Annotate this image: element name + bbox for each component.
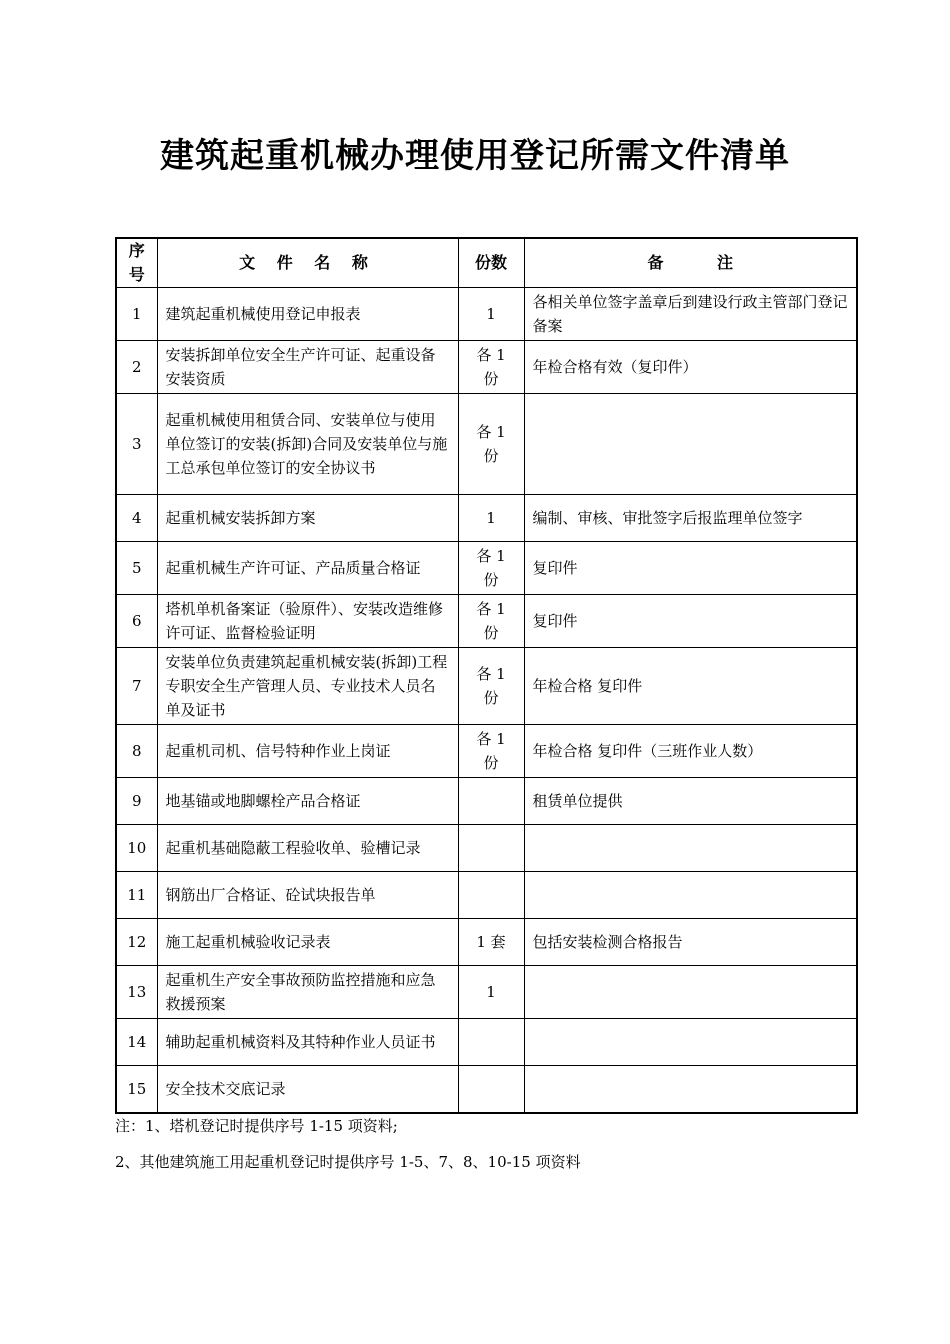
cell-quantity <box>458 825 524 872</box>
cell-serial-number: 13 <box>116 966 157 1019</box>
cell-serial-number: 12 <box>116 919 157 966</box>
cell-document-name: 起重机生产安全事故预防监控措施和应急救援预案 <box>157 966 458 1019</box>
cell-document-name: 辅助起重机械资料及其特种作业人员证书 <box>157 1019 458 1066</box>
cell-document-name: 安装单位负责建筑起重机械安装(拆卸)工程专职安全生产管理人员、专业技术人员名单及证书 <box>157 648 458 725</box>
cell-quantity: 各 1 份 <box>458 542 524 595</box>
table-row <box>116 1066 857 1114</box>
header-serial-number: 序号 <box>116 238 157 288</box>
cell-serial-number: 5 <box>116 542 157 595</box>
cell-remark <box>524 825 857 872</box>
document-list-table <box>115 237 858 1114</box>
table-row <box>116 495 857 542</box>
cell-document-name: 施工起重机械验收记录表 <box>157 919 458 966</box>
cell-quantity <box>458 1019 524 1066</box>
table-row <box>116 542 857 595</box>
cell-serial-number: 9 <box>116 778 157 825</box>
note-line-1: 注：1、塔机登记时提供序号 1-15 项资料; <box>115 1117 398 1135</box>
table-row <box>116 1019 857 1066</box>
cell-quantity <box>458 778 524 825</box>
table-row <box>116 394 857 495</box>
table-row <box>116 966 857 1019</box>
table-row <box>116 341 857 394</box>
cell-remark: 复印件 <box>524 595 857 648</box>
cell-document-name: 塔机单机备案证（验原件）、安装改造维修许可证、监督检验证明 <box>157 595 458 648</box>
note-line-2: 2、其他建筑施工用起重机登记时提供序号 1-5、7、8、10-15 项资料 <box>115 1153 581 1171</box>
cell-serial-number: 4 <box>116 495 157 542</box>
cell-quantity: 1 套 <box>458 919 524 966</box>
cell-serial-number: 11 <box>116 872 157 919</box>
cell-remark: 年检合格有效（复印件） <box>524 341 857 394</box>
cell-document-name: 钢筋出厂合格证、砼试块报告单 <box>157 872 458 919</box>
cell-serial-number: 6 <box>116 595 157 648</box>
table-row <box>116 872 857 919</box>
cell-document-name: 地基锚或地脚螺栓产品合格证 <box>157 778 458 825</box>
cell-document-name: 安全技术交底记录 <box>157 1066 458 1114</box>
cell-serial-number: 8 <box>116 725 157 778</box>
cell-document-name: 起重机司机、信号特种作业上岗证 <box>157 725 458 778</box>
cell-quantity: 1 <box>458 495 524 542</box>
header-remarks: 备 注 <box>524 238 857 288</box>
header-quantity: 份数 <box>458 238 524 288</box>
table-row <box>116 288 857 341</box>
cell-remark: 包括安装检测合格报告 <box>524 919 857 966</box>
cell-document-name: 起重机械使用租赁合同、安装单位与使用单位签订的安装(拆卸)合同及安装单位与施工总承包单位签订的安全协议书 <box>157 394 458 495</box>
cell-quantity <box>458 1066 524 1114</box>
table-row <box>116 919 857 966</box>
cell-document-name: 建筑起重机械使用登记申报表 <box>157 288 458 341</box>
cell-quantity: 1 <box>458 288 524 341</box>
cell-remark: 年检合格 复印件（三班作业人数） <box>524 725 857 778</box>
cell-remark: 复印件 <box>524 542 857 595</box>
cell-remark <box>524 872 857 919</box>
table-row <box>116 725 857 778</box>
cell-serial-number: 3 <box>116 394 157 495</box>
cell-quantity: 各 1 份 <box>458 725 524 778</box>
cell-remark <box>524 1019 857 1066</box>
cell-serial-number: 1 <box>116 288 157 341</box>
table-header-row <box>116 238 857 288</box>
cell-remark <box>524 966 857 1019</box>
table-row <box>116 825 857 872</box>
cell-remark: 各相关单位签字盖章后到建设行政主管部门登记备案 <box>524 288 857 341</box>
cell-quantity: 1 <box>458 966 524 1019</box>
header-document-name: 文 件 名 称 <box>157 238 458 288</box>
table-row <box>116 595 857 648</box>
table-row <box>116 648 857 725</box>
cell-serial-number: 2 <box>116 341 157 394</box>
cell-document-name: 起重机械安装拆卸方案 <box>157 495 458 542</box>
cell-quantity: 各 1 份 <box>458 341 524 394</box>
cell-document-name: 安装拆卸单位安全生产许可证、起重设备安装资质 <box>157 341 458 394</box>
cell-serial-number: 14 <box>116 1019 157 1066</box>
cell-remark <box>524 1066 857 1114</box>
cell-quantity: 各 1 份 <box>458 595 524 648</box>
cell-serial-number: 7 <box>116 648 157 725</box>
cell-remark <box>524 394 857 495</box>
table-row <box>116 778 857 825</box>
cell-quantity: 各 1 份 <box>458 648 524 725</box>
cell-remark: 租赁单位提供 <box>524 778 857 825</box>
cell-document-name: 起重机基础隐蔽工程验收单、验槽记录 <box>157 825 458 872</box>
cell-quantity: 各 1 份 <box>458 394 524 495</box>
cell-remark: 年检合格 复印件 <box>524 648 857 725</box>
cell-document-name: 起重机械生产许可证、产品质量合格证 <box>157 542 458 595</box>
document-title: 建筑起重机械办理使用登记所需文件清单 <box>160 136 790 176</box>
cell-serial-number: 15 <box>116 1066 157 1114</box>
cell-remark: 编制、审核、审批签字后报监理单位签字 <box>524 495 857 542</box>
cell-quantity <box>458 872 524 919</box>
cell-serial-number: 10 <box>116 825 157 872</box>
